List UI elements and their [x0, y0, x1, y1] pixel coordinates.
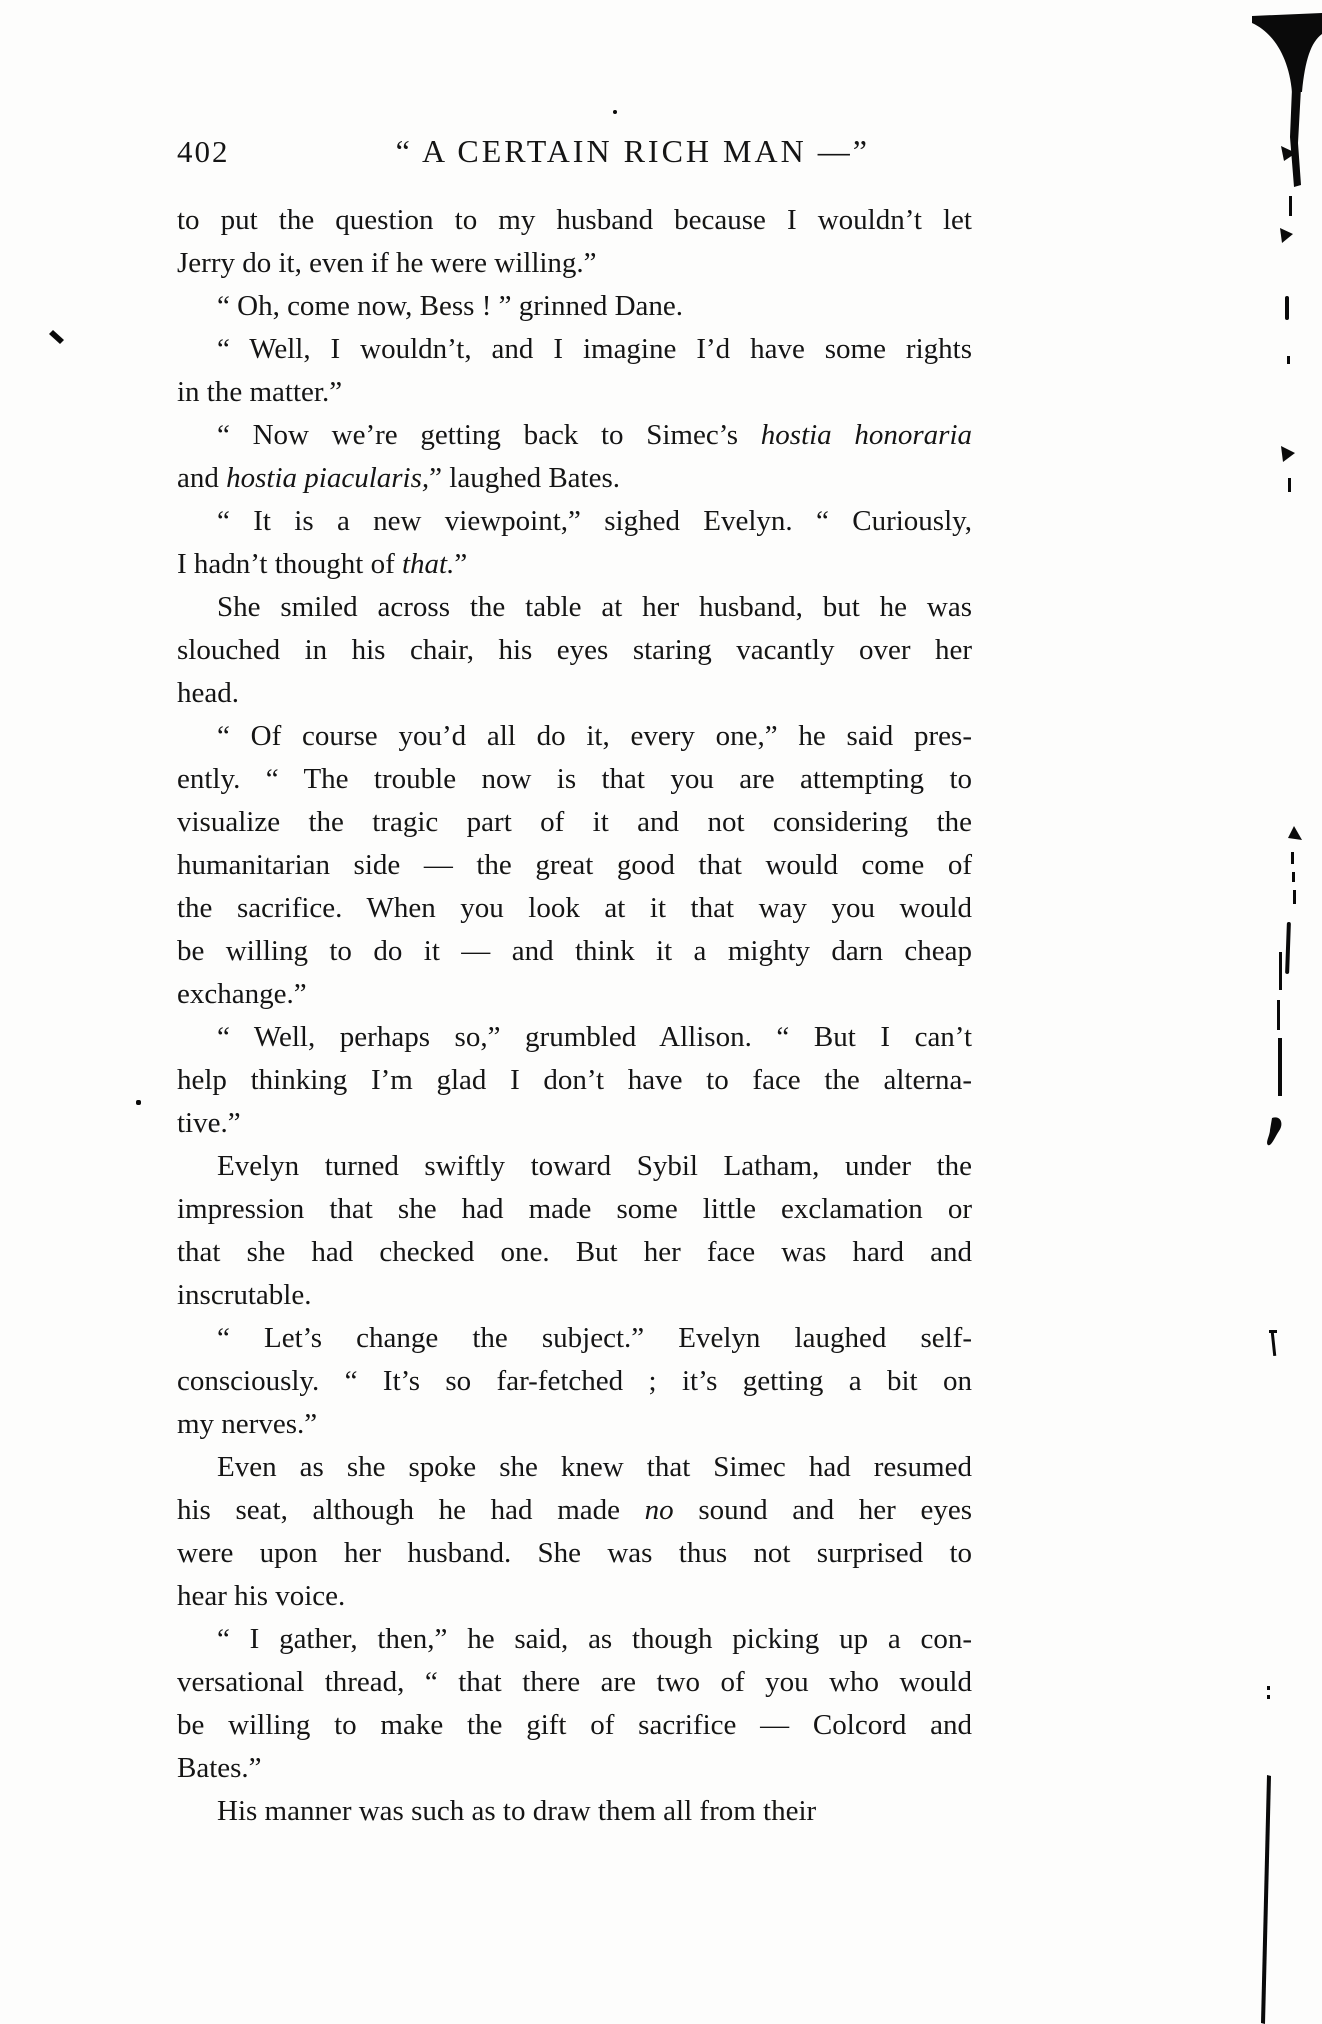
scan-mark [1281, 446, 1295, 462]
scan-mark [1293, 890, 1296, 904]
text-line: and hostia piacularis,” laughed Bates. [177, 462, 620, 494]
text-line: Evelyn turned swiftly toward Sybil Latham, under the [217, 1150, 972, 1182]
text-line: that she had checked one. But her face was hard and [177, 1236, 972, 1268]
text-line: “ Let’s change the subject.” Evelyn laughed self- [217, 1322, 972, 1354]
text-line: be willing to make the gift of sacrifice — Colcord and [177, 1709, 972, 1741]
scan-mark [1291, 852, 1294, 864]
page-header [177, 133, 972, 170]
paragraph [177, 328, 972, 414]
scan-mark [1289, 196, 1292, 216]
text-line: the sacrifice. When you look at it that way you would [177, 892, 972, 924]
text-line: his seat, although he had made no sound and her eyes [177, 1494, 972, 1526]
text-line: to put the question to my husband because I wouldn’t let [177, 204, 972, 236]
scan-mark [1277, 1000, 1280, 1030]
text-line: Bates.” [177, 1752, 262, 1784]
paragraph [177, 1145, 972, 1317]
text-line: “ I gather, then,” he said, as though picking up a con- [217, 1623, 972, 1655]
text-line: help thinking I’m glad I don’t have to face the alterna- [177, 1064, 972, 1096]
text-line: “ Well, perhaps so,” grumbled Allison. “ But I can’t [217, 1021, 972, 1053]
page-edge-line [1290, 88, 1301, 187]
text-line: inscrutable. [177, 1279, 312, 1311]
paragraph [177, 285, 972, 328]
page-number: 402 [177, 134, 230, 169]
text-line: His manner was such as to draw them all from their [217, 1795, 817, 1827]
text-line: “ Now we’re getting back to Simec’s hostia honoraria [217, 419, 973, 451]
text-line: “ Of course you’d all do it, every one,” he said pres- [217, 720, 972, 752]
text-line: be willing to do it — and think it a mighty darn cheap [177, 935, 972, 967]
scan-mark [1278, 1038, 1282, 1096]
text-line: exchange.” [177, 978, 307, 1010]
text-line: Jerry do it, even if he were willing.” [177, 247, 597, 279]
text-line: “ It is a new viewpoint,” sighed Evelyn. “ Curiously, [217, 505, 972, 537]
scan-mark [49, 330, 64, 344]
text-line: tive.” [177, 1107, 241, 1139]
text-line: impression that she had made some little exclamation or [177, 1193, 972, 1225]
text-line: head. [177, 677, 239, 709]
page-edge-line-bottom [1261, 1775, 1271, 2024]
scan-mark [1288, 478, 1291, 492]
text-line: hear his voice. [177, 1580, 346, 1612]
text-line: versational thread, “ that there are two of you who would [177, 1666, 972, 1698]
paragraph [177, 1016, 972, 1145]
scan-mark [1271, 1332, 1276, 1356]
paragraph [177, 1446, 972, 1618]
scan-mark [136, 1100, 141, 1105]
text-line: “ Well, I wouldn’t, and I imagine I’d have some rights [217, 333, 972, 365]
scan-mark [1279, 952, 1282, 990]
scan-mark [1292, 872, 1295, 882]
scan-mark [1285, 296, 1289, 320]
scan-mark [1281, 146, 1296, 161]
text-line: consciously. “ It’s so far-fetched ; it’s getting a bit on [177, 1365, 972, 1397]
page-curl-wedge [1252, 13, 1322, 92]
text-line: visualize the tragic part of it and not considering the [177, 806, 972, 838]
scan-mark [1287, 356, 1290, 364]
scan-mark [1285, 922, 1291, 974]
paragraph [177, 1317, 972, 1446]
text-line: were upon her husband. She was thus not surprised to [177, 1537, 972, 1569]
scan-mark [1288, 826, 1302, 840]
text-line: “ Oh, come now, Bess ! ” grinned Dane. [217, 290, 684, 322]
scan-mark [1280, 228, 1293, 243]
paragraph [177, 1618, 972, 1790]
scan-mark [1267, 1686, 1270, 1690]
text-line: Even as she spoke she knew that Simec had resumed [217, 1451, 972, 1483]
text-line: ently. “ The trouble now is that you are attempting to [177, 763, 972, 795]
paragraph [177, 715, 972, 1016]
text-line: She smiled across the table at her husband, but he was [217, 591, 972, 623]
running-title: “ A CERTAIN RICH MAN —” [395, 133, 870, 169]
scan-mark [1267, 1695, 1270, 1699]
scan-mark [1269, 1330, 1277, 1333]
text-line: my nerves.” [177, 1408, 318, 1440]
paragraph [177, 586, 972, 715]
text-line: slouched in his chair, his eyes staring vacantly over her [177, 634, 972, 666]
text-line: humanitarian side — the great good that would come of [177, 849, 972, 881]
paragraph [177, 1790, 972, 1833]
paragraph [177, 500, 972, 586]
text-line: in the matter.” [177, 376, 343, 408]
text-body [177, 199, 972, 1833]
scan-mark [613, 110, 617, 114]
paragraph [177, 199, 972, 285]
paragraph [177, 414, 972, 500]
text-line: I hadn’t thought of that.” [177, 548, 468, 580]
scan-mark [1267, 1117, 1281, 1145]
